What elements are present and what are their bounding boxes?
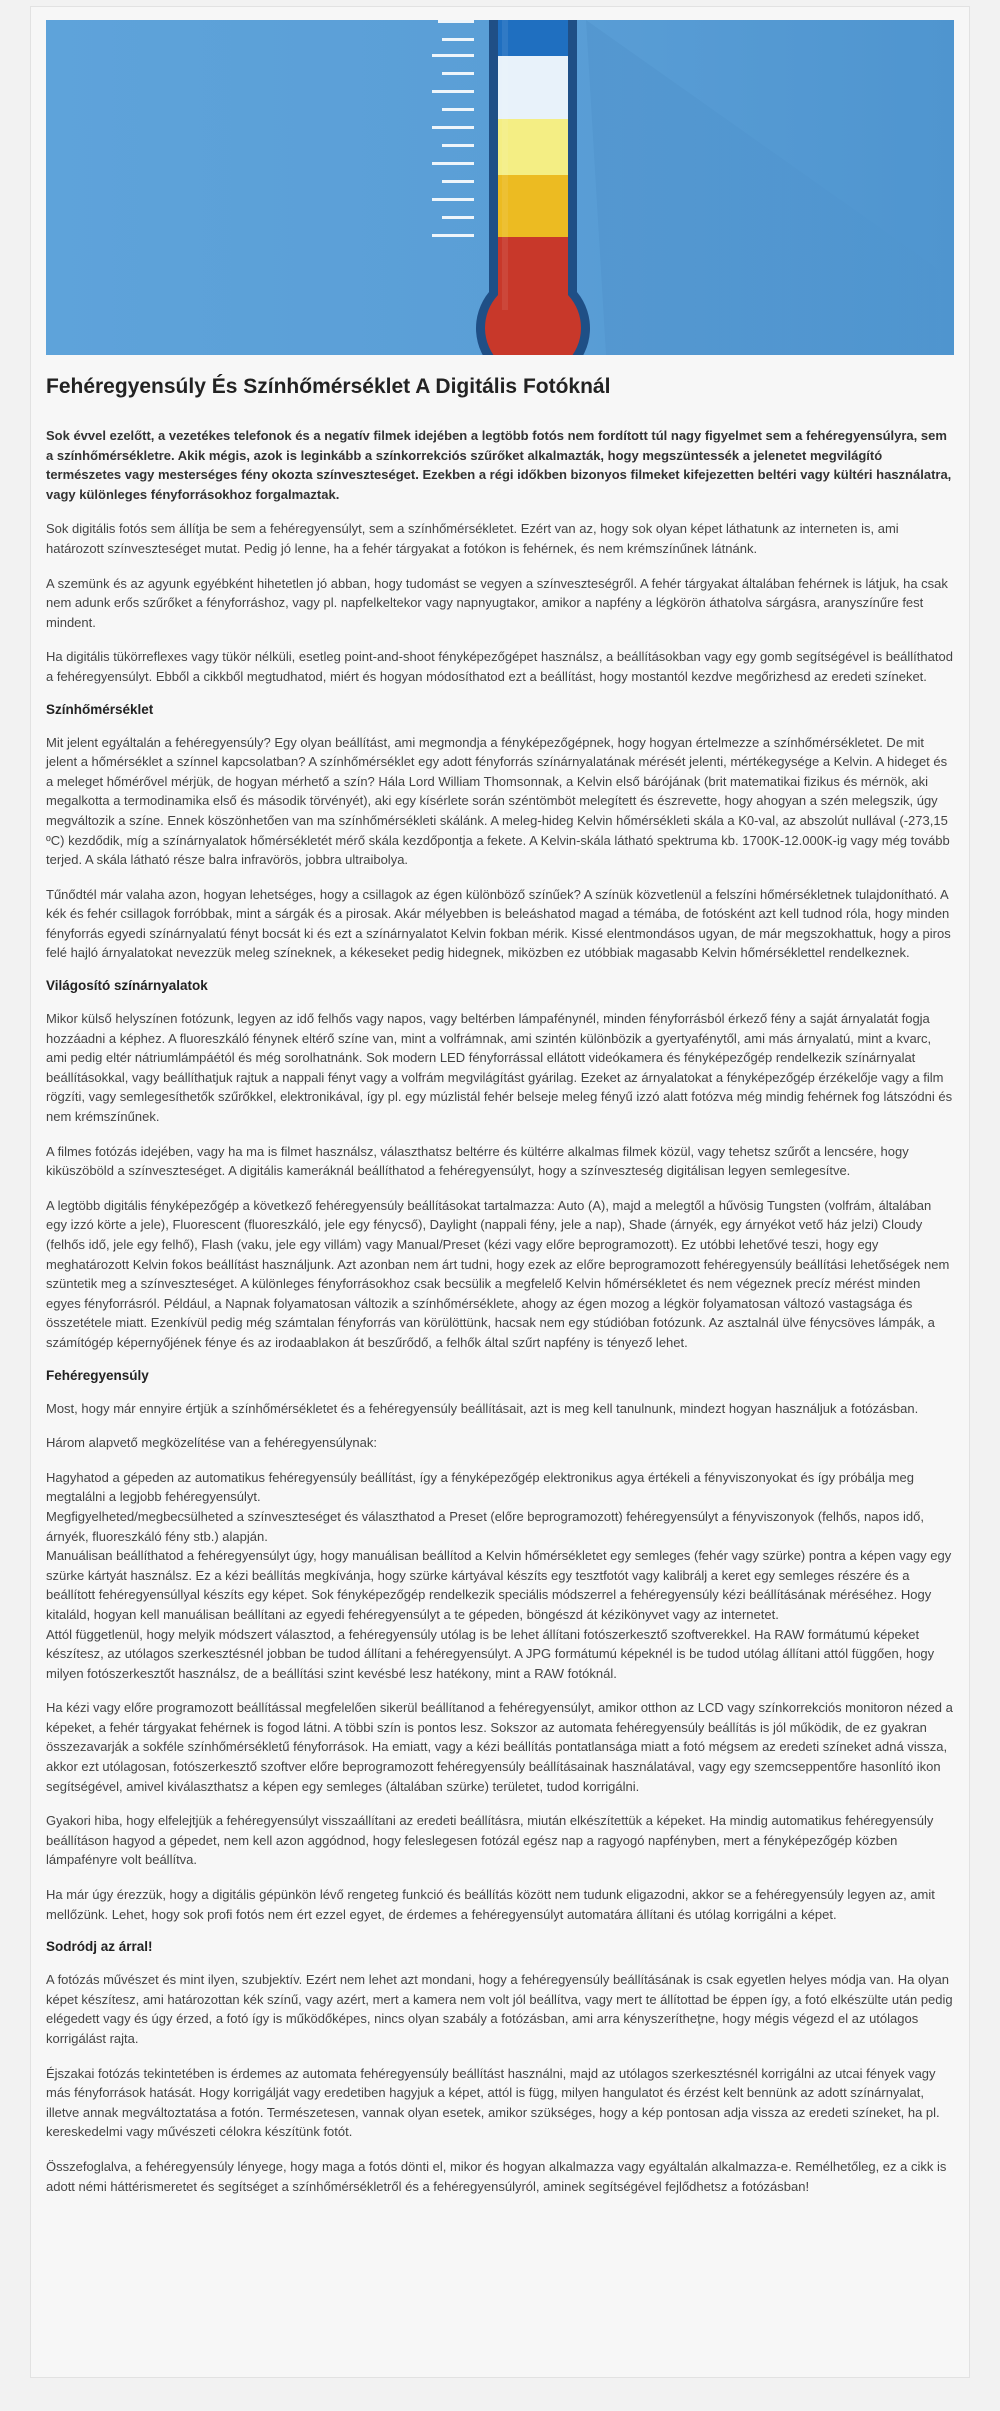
intro-paragraph: Sok digitális fotós sem állítja be sem a fehéregyensúlyt, sem a színhőmérsékletet. Ezért van az, hogy sok olyan képet láthatunk az interneten is, ami határozott színveszteséget mutat. Pedig jó lenne, ha a fehér tárgyakat a fotókon is fehérnek, és nem krémszínűnek látnánk.: [46, 521, 899, 556]
thermometer-illustration: [46, 20, 954, 355]
body-paragraph: Gyakori hiba, hogy elfelejtjük a fehéregyensúlyt visszaállítani az eredeti beállításra, miután elkészítettük a képeket. Ha mindig automatikus fehéregyensúly beállításon hagyod a gépedet, nem kell azon aggódnod, hogy feleslegesen fotózál egész nap a ragyogó napfényben, mert a fényképezőgép közben lámpafényre volt beállítva.: [46, 1813, 934, 1868]
body-paragraph: Éjszakai fotózás tekintetében is érdemes az automata fehéregyensúly beállítást használni, majd az utólagos szerkesztésnél korrigálni az utcai fények vagy más fényforrások hatását. Hogy korrigálját vagy eredetiben hagyjuk a képet, attól is függ, milyen hangulatot és érzést kelt bennünk az adott színárnyalat, illetve annak megváltoztatása a fotón. Természetesen, vannak olyan esetek, amikor szükséges, hogy a kép pontosan adja vissza az eredeti színeket, ha pl. kereskedelmi vagy művészeti célokra készítünk fotót.: [46, 2065, 940, 2140]
body-paragraph: Most, hogy már ennyire értjük a színhőmérsékletet és a fehéregyensúly beállításait, azt is meg kell tanulnunk, mindezt hogyan használjuk a fotózásban.: [46, 1400, 919, 1416]
intro-paragraph: Ha digitális tükörreflexes vagy tükör nélküli, esetleg point-and-shoot fényképezőgépet használsz, a beállításokban vagy egy gomb segítségével is beállíthatod a fehéregyensúlyt. Ebből a cikkből megtudhatod, miért és hogyan módosíthatod ezt a beállítást, hogy mostantól kezdve megőrizhesd az eredeti színeket.: [46, 649, 953, 684]
body-paragraph: Ha kézi vagy előre programozott beállítással megfelelően sikerül beállítanod a fehéregyensúlyt, amikor otthon az LCD vagy színkorrekciós monitoron nézed a képeket, a fehér tárgyakat fehérnek is fogod látni. A többi szín is pontos lesz. Sokszor az automata fehéregyensúly beállítás is jól működik, de ez gyakran összezavarják a sokféle színhőmérsékletű fényforrások. Ha emiatt, vagy a kézi beállítás pontatlansága miatt a fotó mégsem az eredeti színeket adná vissza, akkor ezt utólagosan, fotószerkesztő szoftver előre beprogramozott fehéregyensúly beállításainak használatával, vagy egy szemcseppentőre hasonlító ikon segítségével, amivel kiválaszthatsz a képen egy semleges (általában szürke) területet, tudod korrigálni.: [46, 1700, 953, 1794]
body-paragraph: A legtöbb digitális fényképezőgép a következő fehéregyensúly beállításokat tartalmazza: Auto (A), majd a melegtől a hűvösig Tungsten (volfrám, általában egy izzó körte a jele), Fluorescent (fluoreszkáló, jele egy fénycső), Daylight (nappali fény, jele a nap), Shade (árnyék, egy árnyékot vető ház jelzi) Cloudy (felhős idő, jele egy felhő), Flash (vaku, jele egy villám) vagy Manual/Preset (kézi vagy előre beprogramozott). Ez utóbbi lehetővé teszi, hogy egy meghatározott Kelvin fokos beállítást használjunk. Azt azonban nem árt tudni, hogy ezek az előre beprogramozott fehéregyensúly beállítási lehetőségek nem szüntetik meg a színveszteséget. A különleges fényforrásokhoz csak becsülik a megfelelő Kelvin hőmérsékletet és nem végeznek precíz mérést minden egyes fényforrásról. Például, a Napnak folyamatosan változik a színhőmérséklete, ahogy az égen mozog a légkör folyamatosan változó vastagsága és összetétele miatt. Ezenkívül pedig még számtalan fényforrás van körülöttünk, hacsak nem egy stúdióban fotózunk. Az asztalnál ülve fénycsöves lámpák, a számítógép képernyőjének fénye és az irodaablakon át beszűrődő, a felhők által szűrt napfény is tényező lehet.: [46, 1197, 950, 1350]
body-paragraph: Ha már úgy érezzük, hogy a digitális gépünkön lévő rengeteg funkció és beállítás között nem tudunk eligazodni, akkor se a fehéregyensúly legyen az, amit mellőzünk. Lehet, hogy sok profi fotós nem ért ezzel egyet, de érdemes a fehéregyensúlyt automatára állítani és utólag korrigálni a képet.: [46, 1887, 935, 1922]
article-title: Fehéregyensúly És Színhőmérséklet A Digitális Fotóknál: [46, 375, 611, 398]
article-content: [46, 372, 954, 2211]
body-paragraph: Mit jelent egyáltalán a fehéregyensúly? Egy olyan beállítást, ami megmondja a fényképezőgépnek, hogy hogyan értelmezze a színhőmérsékletet. De mit jelent a hőmérséklet a színnel kapcsolatban? A színhőmérséklet egy adott fényforrás színárnyalatának mérését jelenti, mértékegysége a Kelvin. A hideget és a meleget hőmérővel mérjük, de hogyan mérhető a szín? Hála Lord William Thomsonnak, a Kelvin első bárójának (brit matematikai fizikus és mérnök, aki megalkotta a termodinamika első és második törvényét), aki egy kísérlete során széntömböt melegített és észrevette, hogy ahogyan a szén melegszik, úgy megváltozik a színe. Ennek köszönhetően van ma színhőmérsékleti skálánk. A meleg-hideg Kelvin hőmérsékleti skála a K0-val, az abszolút nullával (-273,15 ºC) kezdődik, míg a színárnyalatok hőmérsékletét mérő skála kezdőpontja a fekete. A Kelvin-skála látható spektruma kb. 1700K-12.000K-ig vagy még tovább terjed. A skála látható része balra infravörös, jobbra ultraibolya.: [46, 734, 950, 868]
section-heading-go-with-the-flow: Sodródj az árral!: [46, 1939, 153, 1955]
body-paragraph: A filmes fotózás idejében, vagy ha ma is filmet használsz, választhatsz beltérre és kültérre alkalmas filmek közül, vagy tehetsz szűrőt a lencsére, hogy kiküszöböld a színveszteséget. A digitális kameráknál beállíthatod a fehéregyensúlyt, hogy a színveszteség digitálisan legyen semlegesítve.: [46, 1143, 909, 1179]
list-item: Megfigyelheted/megbecsülheted a színveszteséget és választhatod a Preset (előre beprogramozott) fehéregyensúlyt a fényviszonyok (felhős, napos idő, árnyék, fluoreszkáló fény stb.) alapján.: [46, 1508, 925, 1544]
list-item: Hagyhatod a gépeden az automatikus fehéregyensúly beállítást, így a fényképezőgép elektronikus agya értékeli a fényviszonyokat és így próbálja meg megtalálni a legjobb fehéregyensúlyt.: [46, 1469, 914, 1505]
article-lead: Sok évvel ezelőtt, a vezetékes telefonok és a negatív filmek idejében a legtöbb fotós nem fordított túl nagy figyelmet sem a fehéregyensúlyra, sem a színhőmérsékletre. Akik mégis, azok is leginkább a színkorrekciós szűrőket alkalmazták, hogy megszüntessék a jelenetet megvilágító természetes vagy mesterséges fény okozta színveszteséget. Ezekben a régi időkben bizonyos filmeket kifejezetten beltéri vagy kültéri használatra, vagy különleges fényforrásokhoz forgalmaztak.: [46, 428, 952, 502]
section-heading-lighting-tones: Világosító színárnyalatok: [46, 978, 208, 994]
list-item: Manuálisan beállíthatod a fehéregyensúlyt úgy, hogy manuálisan beállítod a Kelvin hőmérsékletet egy semleges (fehér vagy szürke) pontra a képen vagy egy szürke kártyát használsz. Ez a kézi beállítás megkívánja, hogy szürke kártyával készíts egy tesztfotót vagy kalibrálj a keret egy semleges részére és a beállított fehéregyensúllyal készíts egy képet. Sok fényképezőgép rendelkezik speciális módszerrel a fehéregyensúly kézi beállításának méréséhez. Hogy kitaláld, hogyan kell manuálisan beállítani az egyedi fehéregyensúlyt a te gépeden, böngészd át kézikönyvet vagy az internetet.: [46, 1548, 952, 1622]
body-paragraph: A fotózás művészet és mint ilyen, szubjektív. Ezért nem lehet azt mondani, hogy a fehéregyensúly beállításának is csak egyetlen helyes módja van. Ha olyan képet készítesz, ami határozottan kék színű, vagy azért, mert a kamera nem volt jól beállítva, vagy mert te állítottad be éppen így, a fotó elkészülte után pedig elégedett vagy és úgy érzed, a fotó így is működőképes, nincs olyan szabály a fotózásban, ami arra kényszerítheţne, hogy mégis végezd el az utólagos korrigálást rajta.: [46, 1972, 953, 2046]
intro-paragraph: A szemünk és az agyunk egyébként hihetetlen jó abban, hogy tudomást se vegyen a színveszteségről. A fehér tárgyakat általában fehérnek is látjuk, ha csak nem adunk erős szűrőket a fényforráshoz, vagy pl. napfelkeltekor vagy napnyugtakor, amikor a napfény a légkörön áthatolva sárgásra, aranyszínűre fest mindent.: [46, 575, 948, 630]
body-paragraph: Összefoglalva, a fehéregyensúly lényege, hogy maga a fotós dönti el, mikor és hogyan alkalmazza vagy egyáltalán alkalmazza-e. Remélhetőleg, ez a cikk is adott némi háttérismeretet és segítséget a színhőmérsékletről és a fehéregyensúlyról, aminek segítségével fejlődhetsz a fotózásban!: [46, 2158, 947, 2194]
body-paragraph: Tűnődtél már valaha azon, hogyan lehetséges, hogy a csillagok az égen különböző színűek? A színük közvetlenül a felszíni hőmérsékletnek tulajdonítható. A kék és fehér csillagok forróbbak, mint a sárgák és a pirosak. Akár mélyebben is beleáshatod magad a témába, de fotósként azt kell tudnod róla, hogy minden fényforrás egyedi színárnyalatú fényt bocsát ki és ezt a színárnyalatot Kelvin fokban mérik. Kissé elentmondásos ugyan, de már megszokhattuk, hogy a piros felé hajló árnyalatokat nevezzük meleg színeknek, a kékeseket pedig hidegnek, miközben ez utóbbiak magasabb Kelvin hőmérséklettel rendelkeznek.: [46, 886, 951, 961]
section-heading-color-temperature: Színhőmérséklet: [46, 701, 154, 717]
section-heading-white-balance: Fehéregyensúly: [46, 1367, 149, 1383]
list-item: Attól függetlenül, hogy melyik módszert választod, a fehéregyensúly utólag is be lehet állítani fotószerkesztő szoftverekkel. Ha RAW formátumú képeket készítesz, az utólagos szerkesztésnél jobban be tudod állítani a fehéregyensúlyt. A JPG formátumú képeknél is be tudod utólag állítani attól függően, hogy milyen fotószerkesztőt használsz, de a beállítási szint kevésbé lesz hatékony, mint a RAW fotóknál.: [46, 1626, 935, 1681]
body-paragraph: Mikor külső helyszínen fotózunk, legyen az idő felhős vagy napos, vagy beltérben lámpafénynél, minden fényforrásból érkező fény a saját árnyalatát fogja hozzáadni a képhez. A fluoreszkáló fénynek eltérő színe van, mint a volfrámnak, ami szintén különbözik a gyertyafénytől, ami más árnyalatú, mint a kvarc, ami pedig eltér nátriumlámpáétól és még sorolhatnánk. Sok modern LED fényforrással ellátott videókamera és fényképezőgép rendelkezik színárnyalat beállításokkal, vagy beállíthatjuk rajtuk a nappali fényt vagy a volfrám megvilágítást gyárilag. Ezeket az árnyalatokat a fényképezőgép érzékelője vagy a film rögzíti, vagy semlegesíthetők szűrőkkel, elektronikával, így pl. egy múzlistál fehér belseje meleg fényű izzó alatt fotózva még mindig fehérnek fog látszódni és nem krémszínűnek.: [46, 1011, 953, 1125]
approaches-list: [46, 1468, 954, 1684]
body-paragraph: Három alapvető megközelítése van a fehéregyensúlynak:: [46, 1435, 377, 1451]
